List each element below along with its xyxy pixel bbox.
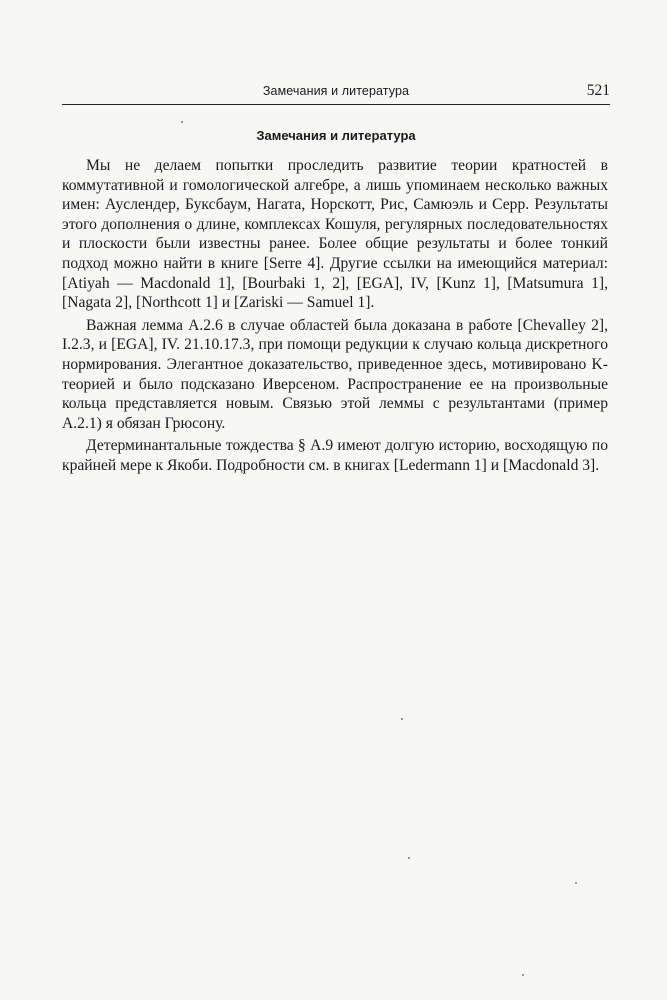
paragraph-3: Детерминантальные тождества § A.9 имеют долгую историю, восходящую по крайней мере к Якоби. Подробности см. в книгах [Ledermann 1] и [Macdonald 3]. bbox=[62, 437, 608, 474]
scan-speck bbox=[181, 121, 183, 123]
page-number: 521 bbox=[586, 82, 610, 99]
section-title: Замечания и литература bbox=[256, 128, 416, 143]
running-head-title: Замечания и литература bbox=[262, 84, 410, 98]
body-text bbox=[62, 156, 608, 479]
scan-speck bbox=[401, 718, 403, 720]
scan-speck bbox=[408, 857, 410, 859]
running-head bbox=[62, 84, 610, 105]
scan-speck bbox=[522, 974, 524, 976]
paragraph-1: Мы не делаем попытки проследить развитие теории кратностей в коммутативной и гомологической алгебре, а лишь упоминаем несколько важных имен: Ауслендер, Буксбаум, Нагата, Норскотт, Рис, Самюэль и Серр. Результаты этого дополнения о длине, комплексах Кошуля, регулярных последовательностях и плоскости были известны ранее. Более общие результаты и более тонкий подход можно найти в книге [Serre 4]. Другие ссылки на имеющийся материал: [Atiyah — Macdonald 1], [Bourbaki 1, 2], [EGA], IV, [Kunz 1], [Matsumura 1], [Nagata 2], [Northcott 1] и [Zariski — Samuel 1]. bbox=[62, 157, 608, 312]
scan-speck bbox=[575, 882, 577, 884]
paragraph-2: Важная лемма A.2.6 в случае областей была доказана в работе [Chevalley 2], I.2.3, и [EGA], IV. 21.10.17.3, при помощи редукции к случаю кольца дискретного нормирования. Элегантное доказательство, приведенное здесь, мотивировано K-теорией и было подсказано Иверсеном. Распространение ее на произвольные кольца представляется новым. Связью этой леммы с результантами (пример A.2.1) я обязан Грюсону. bbox=[62, 316, 608, 432]
